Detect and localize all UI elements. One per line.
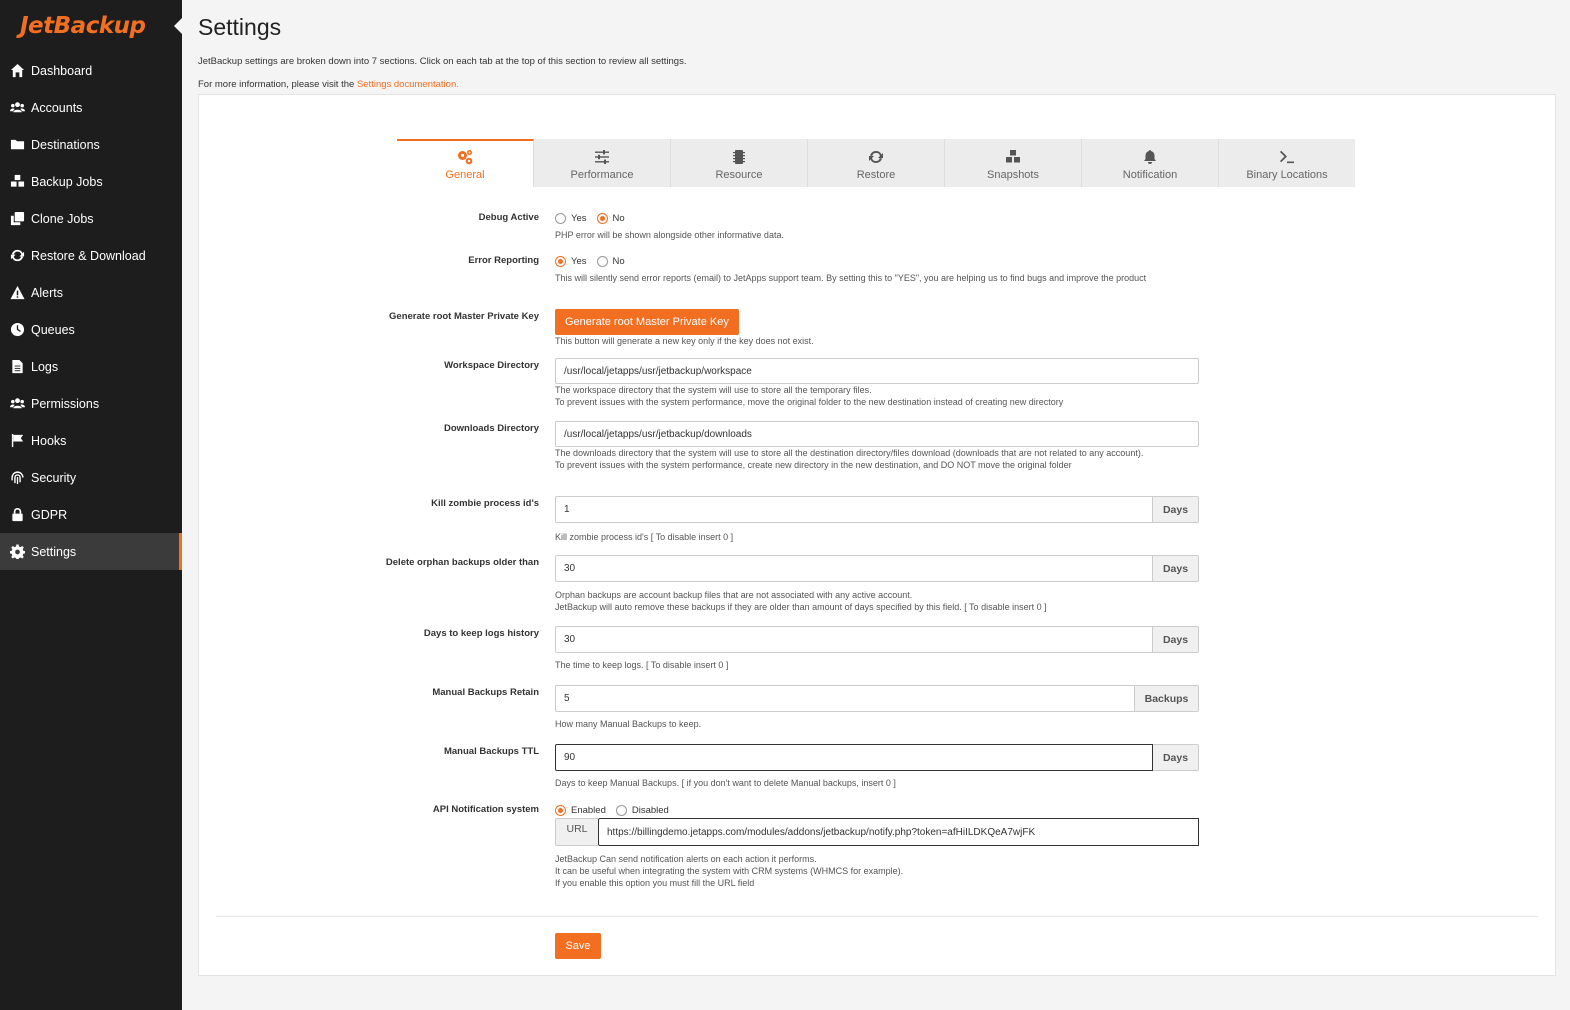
downloads-label: Downloads Directory	[443, 423, 539, 434]
settings-panel	[198, 94, 1556, 976]
sidebar-item-security[interactable]	[0, 459, 182, 496]
tab-label: Snapshots	[987, 169, 1039, 181]
api-notification-radios	[555, 804, 1199, 816]
debug-no-radio[interactable]	[597, 213, 608, 224]
logo-text: JetBackup	[20, 13, 146, 39]
save-button[interactable]: Save	[555, 933, 601, 959]
settings-tabs	[397, 139, 1355, 187]
intro-text: JetBackup settings are broken down into 7 sections. Click on each tab at the top of this section to review all settings.	[198, 56, 687, 67]
sidebar-item-label: Alerts	[31, 285, 63, 300]
sidebar-item-label: Settings	[31, 544, 77, 559]
sidebar-item-restore-download[interactable]	[0, 237, 182, 274]
error-reporting-help: This will silently send error reports (email) to JetApps support team. By setting this to "YES", you are helping us to find bugs and improve the product	[555, 273, 1147, 283]
sidebar-item-queues[interactable]	[0, 311, 182, 348]
orphan-help-2: JetBackup will auto remove these backups if they are older than amount of days specified by this field. [ To disable insert 0 ]	[555, 602, 1047, 612]
logs-history-label: Days to keep logs history	[423, 628, 539, 639]
manual-retain-unit: Backups	[1135, 685, 1199, 712]
workspace-label: Workspace Directory	[444, 360, 539, 371]
orphan-label: Delete orphan backups older than	[385, 557, 539, 568]
sidebar-item-label: Permissions	[31, 396, 100, 411]
more-info-text	[198, 79, 1556, 90]
sidebar-collapse-notch	[174, 18, 182, 34]
tab-snapshots[interactable]	[945, 139, 1082, 187]
manual-ttl-input-group	[555, 744, 1199, 771]
api-disabled-radio[interactable]	[616, 805, 627, 816]
manual-ttl-input[interactable]: 90	[555, 744, 1153, 771]
generate-master-key-button[interactable]: Generate root Master Private Key	[555, 309, 739, 335]
error-no-label: No	[612, 255, 625, 267]
master-key-label: Generate root Master Private Key	[389, 311, 539, 322]
settings-documentation-link[interactable]: Settings documentation.	[356, 79, 459, 90]
sidebar-item-label: Logs	[31, 359, 59, 374]
manual-ttl-label: Manual Backups TTL	[443, 746, 539, 757]
users-icon	[10, 396, 25, 411]
tab-resource[interactable]	[671, 139, 808, 187]
folder-icon	[10, 137, 25, 152]
sidebar-item-backup-jobs[interactable]	[0, 163, 182, 200]
gears-icon	[457, 149, 473, 165]
main-content	[198, 0, 1556, 90]
workspace-input[interactable]: /usr/local/jetapps/usr/jetbackup/workspace	[555, 358, 1199, 384]
sidebar-item-permissions[interactable]	[0, 385, 182, 422]
error-yes-label: Yes	[571, 255, 587, 267]
logs-history-unit: Days	[1153, 626, 1199, 653]
tab-performance[interactable]	[534, 139, 671, 187]
api-enabled-radio[interactable]	[555, 805, 566, 816]
logs-history-input-group	[555, 626, 1199, 653]
error-no-option[interactable]	[597, 256, 625, 267]
api-url-input-group	[555, 818, 1199, 846]
bell-icon	[1142, 149, 1158, 165]
orphan-input-group	[555, 555, 1199, 582]
file-icon	[10, 359, 25, 374]
zombie-help: Kill zombie process id's [ To disable insert 0 ]	[555, 532, 734, 542]
master-key-help: This button will generate a new key only if the key does not exist.	[555, 336, 814, 346]
refresh-icon	[868, 149, 884, 165]
tab-label: Notification	[1122, 169, 1178, 181]
sidebar	[0, 0, 182, 1010]
sidebar-item-accounts[interactable]	[0, 89, 182, 126]
sidebar-item-destinations[interactable]	[0, 126, 182, 163]
logs-history-input[interactable]: 30	[555, 626, 1153, 653]
users-icon	[10, 100, 25, 115]
debug-no-option[interactable]	[597, 213, 625, 224]
error-no-radio[interactable]	[597, 256, 608, 267]
api-enabled-option[interactable]	[555, 805, 606, 816]
tab-restore[interactable]	[808, 139, 945, 187]
terminal-icon	[1279, 149, 1295, 165]
tab-label: Resource	[715, 169, 763, 181]
api-enabled-label: Enabled	[571, 804, 606, 816]
clock-icon	[10, 322, 25, 337]
api-url-input[interactable]: https://billingdemo.jetapps.com/modules/addons/jetbackup/notify.php?token=afHiILDKQeA7wjFK	[598, 818, 1199, 846]
error-yes-option[interactable]	[555, 256, 587, 267]
sidebar-item-label: Backup Jobs	[31, 174, 103, 189]
sliders-icon	[594, 149, 610, 165]
home-icon	[10, 63, 25, 78]
debug-yes-radio[interactable]	[555, 213, 566, 224]
tab-general[interactable]	[397, 139, 534, 187]
chip-icon	[731, 149, 747, 165]
clone-icon	[10, 211, 25, 226]
tab-notification[interactable]	[1082, 139, 1219, 187]
api-help-2: It can be useful when integrating the system with CRM systems (WHMCS for example).	[555, 866, 904, 876]
orphan-unit: Days	[1153, 555, 1199, 582]
downloads-help-2: To prevent issues with the system performance, create new directory in the new destination, and DO NOT move the original folder	[555, 460, 1072, 470]
sidebar-item-label: Restore & Download	[31, 248, 146, 263]
more-info-prefix: For more information, please visit the	[198, 79, 357, 90]
page-title: Settings	[198, 14, 282, 40]
sidebar-item-label: GDPR	[31, 507, 68, 522]
tab-label: Performance	[570, 169, 634, 181]
sidebar-item-settings[interactable]	[0, 533, 182, 570]
tab-label: Binary Locations	[1246, 169, 1328, 181]
error-yes-radio[interactable]	[555, 256, 566, 267]
logs-history-help: The time to keep logs. [ To disable insert 0 ]	[555, 660, 729, 670]
sidebar-item-logs[interactable]	[0, 348, 182, 385]
downloads-input[interactable]: /usr/local/jetapps/usr/jetbackup/downloads	[555, 421, 1199, 447]
manual-retain-input-group	[555, 685, 1199, 712]
warning-icon	[10, 285, 25, 300]
sidebar-item-gdpr[interactable]	[0, 496, 182, 533]
debug-help: PHP error will be shown alongside other informative data.	[555, 230, 784, 240]
zombie-input-group	[555, 496, 1199, 523]
tab-binary-locations[interactable]	[1219, 139, 1355, 187]
zombie-input[interactable]: 1	[555, 496, 1153, 523]
debug-yes-label: Yes	[571, 212, 587, 224]
tab-label: Restore	[856, 169, 896, 181]
manual-ttl-help: Days to keep Manual Backups. [ if you don't want to delete Manual backups, insert 0 ]	[555, 778, 896, 788]
form-divider	[216, 916, 1538, 917]
flag-icon	[10, 433, 25, 448]
api-url-label: URL	[555, 818, 598, 846]
logo[interactable]	[0, 0, 182, 52]
zombie-label: Kill zombie process id's	[431, 498, 539, 509]
sidebar-item-label: Clone Jobs	[31, 211, 94, 226]
api-notification-label: API Notification system	[432, 804, 539, 815]
api-help-1: JetBackup Can send notification alerts on each action it performs.	[555, 854, 817, 864]
orphan-input[interactable]: 30	[555, 555, 1153, 582]
fingerprint-icon	[10, 470, 25, 485]
downloads-help-1: The downloads directory that the system will use to store all the destination directory/files download (downloads that are not related to any account).	[555, 448, 1144, 458]
refresh-icon	[10, 248, 25, 263]
debug-no-label: No	[612, 212, 625, 224]
manual-ttl-unit: Days	[1153, 744, 1199, 771]
error-reporting-label: Error Reporting	[468, 255, 539, 266]
lock-icon	[10, 507, 25, 522]
sidebar-item-dashboard[interactable]	[0, 52, 182, 89]
sidebar-item-label: Destinations	[31, 137, 100, 152]
tab-label: General	[445, 169, 485, 181]
sidebar-item-label: Security	[31, 470, 77, 485]
manual-retain-input[interactable]: 5	[555, 685, 1135, 712]
sidebar-item-label: Queues	[31, 322, 75, 337]
sidebar-item-label: Hooks	[31, 433, 67, 448]
api-help-3: If you enable this option you must fill the URL field	[555, 878, 755, 888]
zombie-unit: Days	[1153, 496, 1199, 523]
debug-active-label: Debug Active	[478, 212, 539, 223]
cubes-icon	[1005, 149, 1021, 165]
sidebar-item-clone-jobs[interactable]	[0, 200, 182, 237]
workspace-help-2: To prevent issues with the system performance, move the original folder to the new destination instead of creating new directory	[555, 397, 1064, 407]
sidebar-nav	[0, 52, 182, 570]
sidebar-item-label: Dashboard	[31, 63, 93, 78]
manual-retain-label: Manual Backups Retain	[432, 687, 539, 698]
manual-retain-help: How many Manual Backups to keep.	[555, 719, 702, 729]
gear-icon	[10, 544, 25, 559]
debug-yes-option[interactable]	[555, 213, 587, 224]
error-reporting-radios	[555, 255, 1199, 267]
debug-active-radios	[555, 212, 1199, 224]
api-disabled-label: Disabled	[631, 804, 669, 816]
api-disabled-option[interactable]	[616, 805, 669, 816]
workspace-help-1: The workspace directory that the system will use to store all the temporary files.	[555, 385, 872, 395]
orphan-help-1: Orphan backups are account backup files that are not associated with any active account.	[555, 590, 913, 600]
sidebar-item-alerts[interactable]	[0, 274, 182, 311]
sidebar-item-hooks[interactable]	[0, 422, 182, 459]
cubes-icon	[10, 174, 25, 189]
sidebar-item-label: Accounts	[31, 100, 83, 115]
